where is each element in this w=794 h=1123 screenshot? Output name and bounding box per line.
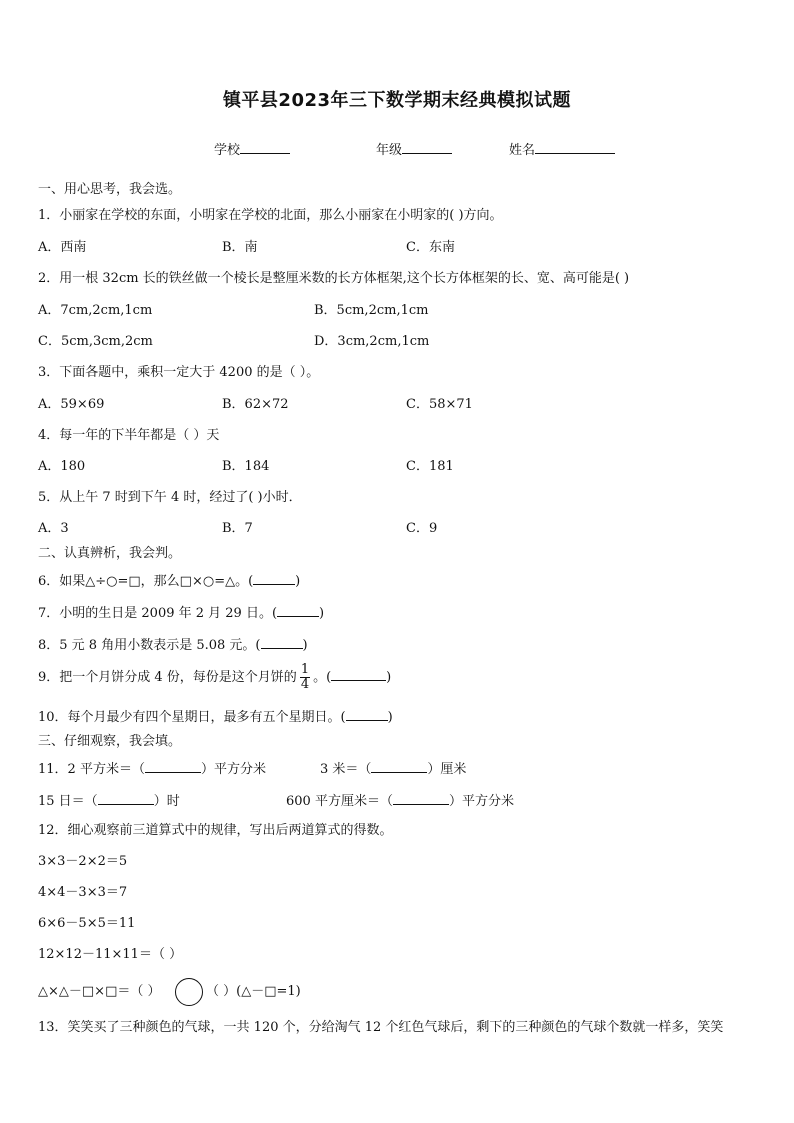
question-11-part-2 [320,759,466,779]
q1-option-a[interactable]: A．西南 [38,240,87,255]
question-9 [38,662,391,694]
question-1: 1．小丽家在学校的东面，小明家在学校的北面，那么小丽家在小明家的( )方向。 [38,208,503,223]
q2-option-c[interactable]: C．5cm,3cm,2cm [38,334,153,349]
q11-p1-blank[interactable] [145,759,201,773]
question-3: 3．下面各题中，乘积一定大于 4200 的是（ ）。 [38,365,320,380]
section-3-heading: 三、仔细观察，我会填。 [38,734,182,749]
q9-text: 9．把一个月饼分成 4 份，每份是这个月饼的 [38,670,297,685]
q3-option-a[interactable]: A．59×69 [38,397,105,412]
q6-text: 6．如果△÷○=□，那么□×○=△。( [38,574,254,589]
q3-option-c[interactable]: C．58×71 [406,397,473,412]
q9-text-after: 。( [313,670,332,685]
q11-p2-blank[interactable] [371,759,427,773]
q1-option-c[interactable]: C．东南 [406,240,455,255]
section-1-heading: 一、用心思考，我会选。 [38,182,182,197]
page-title: 镇平县2023年三下数学期末经典模拟试题 [222,90,572,111]
question-12: 12．细心观察前三道算式中的规律，写出后两道算式的得数。 [38,823,393,838]
question-6 [38,571,300,591]
grade-blank[interactable] [402,140,452,154]
question-10 [38,707,393,727]
q7-text: 7．小明的生日是 2009 年 2 月 29 日。( [38,606,278,621]
question-11-part-3 [38,791,180,811]
operator-circle[interactable] [175,978,203,1006]
q4-option-c[interactable]: C．181 [406,459,454,474]
fraction-numerator: 1 [300,662,310,677]
q2-option-d[interactable]: D．3cm,2cm,1cm [314,334,430,349]
q5-option-c[interactable]: C．9 [406,521,438,536]
q6-close: ) [295,574,301,589]
q2-option-b[interactable]: B．5cm,2cm,1cm [314,303,429,318]
question-7 [38,603,324,623]
q10-close: ) [387,710,393,725]
q12-equation-3: 6×6－5×5＝11 [38,916,136,931]
question-2: 2．用一根 32cm 长的铁丝做一个棱长是整厘米数的长方体框架,这个长方体框架的长、宽、高可能是( ) [38,271,630,286]
q9-close: ) [386,670,392,685]
q8-text: 8．5 元 8 角用小数表示是 5.08 元。( [38,638,261,653]
question-11-part-4 [286,791,514,811]
q12-equation-5-left[interactable]: △×△－□×□＝（ ） [38,984,161,999]
name-label: 姓名 [509,143,536,158]
q12-equation-5-right[interactable]: （ ）(△－□=1) [206,984,301,999]
q8-close: ) [302,638,308,653]
q11-p4-text: 600 平方厘米＝（ [286,794,393,809]
question-4: 4．每一年的下半年都是（ ）天 [38,428,220,443]
q5-option-b[interactable]: B．7 [222,521,253,536]
q11-p4-unit: ）平方分米 [448,794,514,809]
q4-option-a[interactable]: A．180 [38,459,86,474]
question-8 [38,635,308,655]
q12-equation-1: 3×3－2×2＝5 [38,854,128,869]
name-blank[interactable] [535,140,615,154]
q10-answer-blank[interactable] [346,707,388,721]
q6-answer-blank[interactable] [253,571,295,585]
q8-answer-blank[interactable] [261,635,303,649]
name-field [509,140,615,160]
fraction-denominator: 4 [300,677,310,692]
q7-answer-blank[interactable] [277,603,319,617]
question-13: 13．笑笑买了三种颜色的气球，一共 120 个，分给淘气 12 个红色气球后，剩下的三种颜色的气球个数就一样多，笑笑 [38,1020,724,1035]
q1-option-b[interactable]: B．南 [222,240,258,255]
q11-p3-blank[interactable] [98,791,154,805]
q2-option-a[interactable]: A．7cm,2cm,1cm [38,303,153,318]
section-2-heading: 二、认真辨析，我会判。 [38,546,182,561]
q9-answer-blank[interactable] [331,667,386,681]
q10-text: 10．每个月最少有四个星期日，最多有五个星期日。( [38,710,346,725]
q11-p2-unit: ）厘米 [427,762,467,777]
q3-option-b[interactable]: B．62×72 [222,397,289,412]
question-5: 5．从上午 7 时到下午 4 时，经过了( )小时． [38,490,302,505]
school-field [214,140,290,160]
school-label: 学校 [214,143,241,158]
q11-p1-unit: ）平方分米 [200,762,266,777]
fraction-one-quarter [299,663,311,692]
q11-p3-unit: ）时 [153,794,180,809]
q12-equation-4[interactable]: 12×12－11×11＝（ ） [38,947,183,962]
grade-label: 年级 [376,143,403,158]
q4-option-b[interactable]: B．184 [222,459,270,474]
question-11-part-1 [38,759,266,779]
q12-equation-2: 4×4－3×3＝7 [38,885,128,900]
school-blank[interactable] [240,140,290,154]
grade-field [376,140,452,160]
q11-p1-text: 11．2 平方米＝（ [38,762,145,777]
q11-p3-text: 15 日＝（ [38,794,98,809]
q7-close: ) [319,606,325,621]
q11-p2-text: 3 米＝（ [320,762,372,777]
q5-option-a[interactable]: A．3 [38,521,69,536]
q11-p4-blank[interactable] [393,791,449,805]
